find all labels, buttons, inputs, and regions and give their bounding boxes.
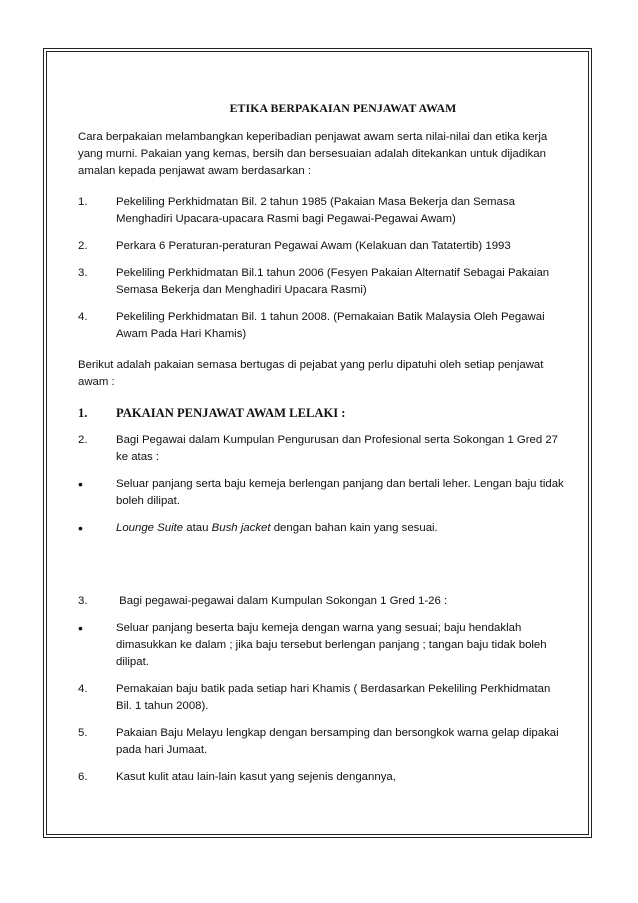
- rule-item: [78, 681, 568, 715]
- rule-item: [78, 725, 568, 759]
- lounge-suite-term: Lounge Suite: [116, 522, 184, 534]
- reference-item: [78, 309, 568, 343]
- bush-jacket-term: Bush jacket: [211, 522, 271, 534]
- document-title: ETIKA BERPAKAIAN PENJAWAT AWAM: [229, 101, 457, 115]
- bullet-icon: •: [78, 520, 83, 536]
- intro-paragraph: Cara berpakaian melambangkan keperibadian penjawat awam serta nilai-nilai dan etika kerja yang murni. Pakaian yang kemas, bersih dan bersesuaian adalah ditekankan untuk dijadikan amalan kepada penjawat awam berdasarkan :: [78, 131, 548, 177]
- rule-item: [78, 432, 568, 466]
- bullet-icon: •: [78, 476, 83, 492]
- reference-item: [78, 265, 568, 299]
- bullet-text: Seluar panjang serta baju kemeja berlengan panjang dan bertali leher. Lengan baju tidak boleh dilipat.: [116, 478, 564, 507]
- bullet-item: [78, 520, 568, 537]
- rule-number: 2.: [78, 434, 88, 446]
- rule-item: [78, 593, 568, 610]
- reference-text: Perkara 6 Peraturan-peraturan Pegawai Awam (Kelakuan dan Tatatertib) 1993: [116, 240, 511, 252]
- reference-text: Pekeliling Perkhidmatan Bil. 2 tahun 1985 (Pakaian Masa Bekerja dan Semasa Menghadiri Upacara-upacara Rasmi bagi Pegawai-Pegawai Awam): [116, 196, 515, 225]
- reference-number: 1.: [78, 196, 88, 208]
- rule-text: Kasut kulit atau lain-lain kasut yang sejenis dengannya,: [116, 771, 396, 783]
- bullet-icon: •: [78, 620, 83, 636]
- reference-item: [78, 194, 568, 228]
- bullet-text: Seluar panjang beserta baju kemeja dengan warna yang sesuai; baju hendaklah dimasukkan ke dalam ; jika baju tersebut berlengan panjang ; tangan baju tidak boleh dilipat.: [116, 622, 547, 668]
- section-heading-male: [78, 405, 568, 422]
- spacer: [78, 547, 568, 593]
- rule-item: [78, 769, 568, 786]
- section-number: 1.: [78, 406, 88, 420]
- rule-text: Pakaian Baju Melayu lengkap dengan bersamping dan bersongkok warna gelap dipakai pada hari Jumaat.: [116, 727, 559, 756]
- reference-text: Pekeliling Perkhidmatan Bil. 1 tahun 2008. (Pemakaian Batik Malaysia Oleh Pegawai Awam Pada Hari Khamis): [116, 311, 545, 340]
- document-body: [78, 100, 568, 796]
- rule-number: 3.: [78, 595, 88, 607]
- rule-number: 4.: [78, 683, 88, 695]
- reference-text: Pekeliling Perkhidmatan Bil.1 tahun 2006 (Fesyen Pakaian Alternatif Sebagai Pakaian Semasa Bekerja dan Menghadiri Upacara Rasmi): [116, 267, 550, 296]
- rule-text: Pemakaian baju batik pada setiap hari Khamis ( Berdasarkan Pekeliling Perkhidmatan Bil. 1 tahun 2008).: [116, 683, 551, 712]
- rule-text: Bagi pegawai-pegawai dalam Kumpulan Sokongan 1 Gred 1-26 :: [116, 595, 448, 607]
- reference-number: 3.: [78, 267, 88, 279]
- following-paragraph: Berikut adalah pakaian semasa bertugas di pejabat yang perlu dipatuhi oleh setiap penjawat awam :: [78, 359, 544, 388]
- rule-number: 6.: [78, 771, 88, 783]
- bullet-tail: dengan bahan kain yang sesuai.: [270, 522, 438, 534]
- rule-number: 5.: [78, 727, 88, 739]
- rule-text: Bagi Pegawai dalam Kumpulan Pengurusan dan Profesional serta Sokongan 1 Gred 27 ke atas :: [116, 434, 558, 463]
- bullet-connector: atau: [183, 522, 212, 534]
- section-title: PAKAIAN PENJAWAT AWAM LELAKI :: [116, 406, 346, 420]
- reference-number: 4.: [78, 311, 88, 323]
- bullet-item: [78, 620, 568, 671]
- bullet-text: [116, 520, 568, 537]
- reference-number: 2.: [78, 240, 88, 252]
- bullet-item: [78, 476, 568, 510]
- reference-item: [78, 238, 568, 255]
